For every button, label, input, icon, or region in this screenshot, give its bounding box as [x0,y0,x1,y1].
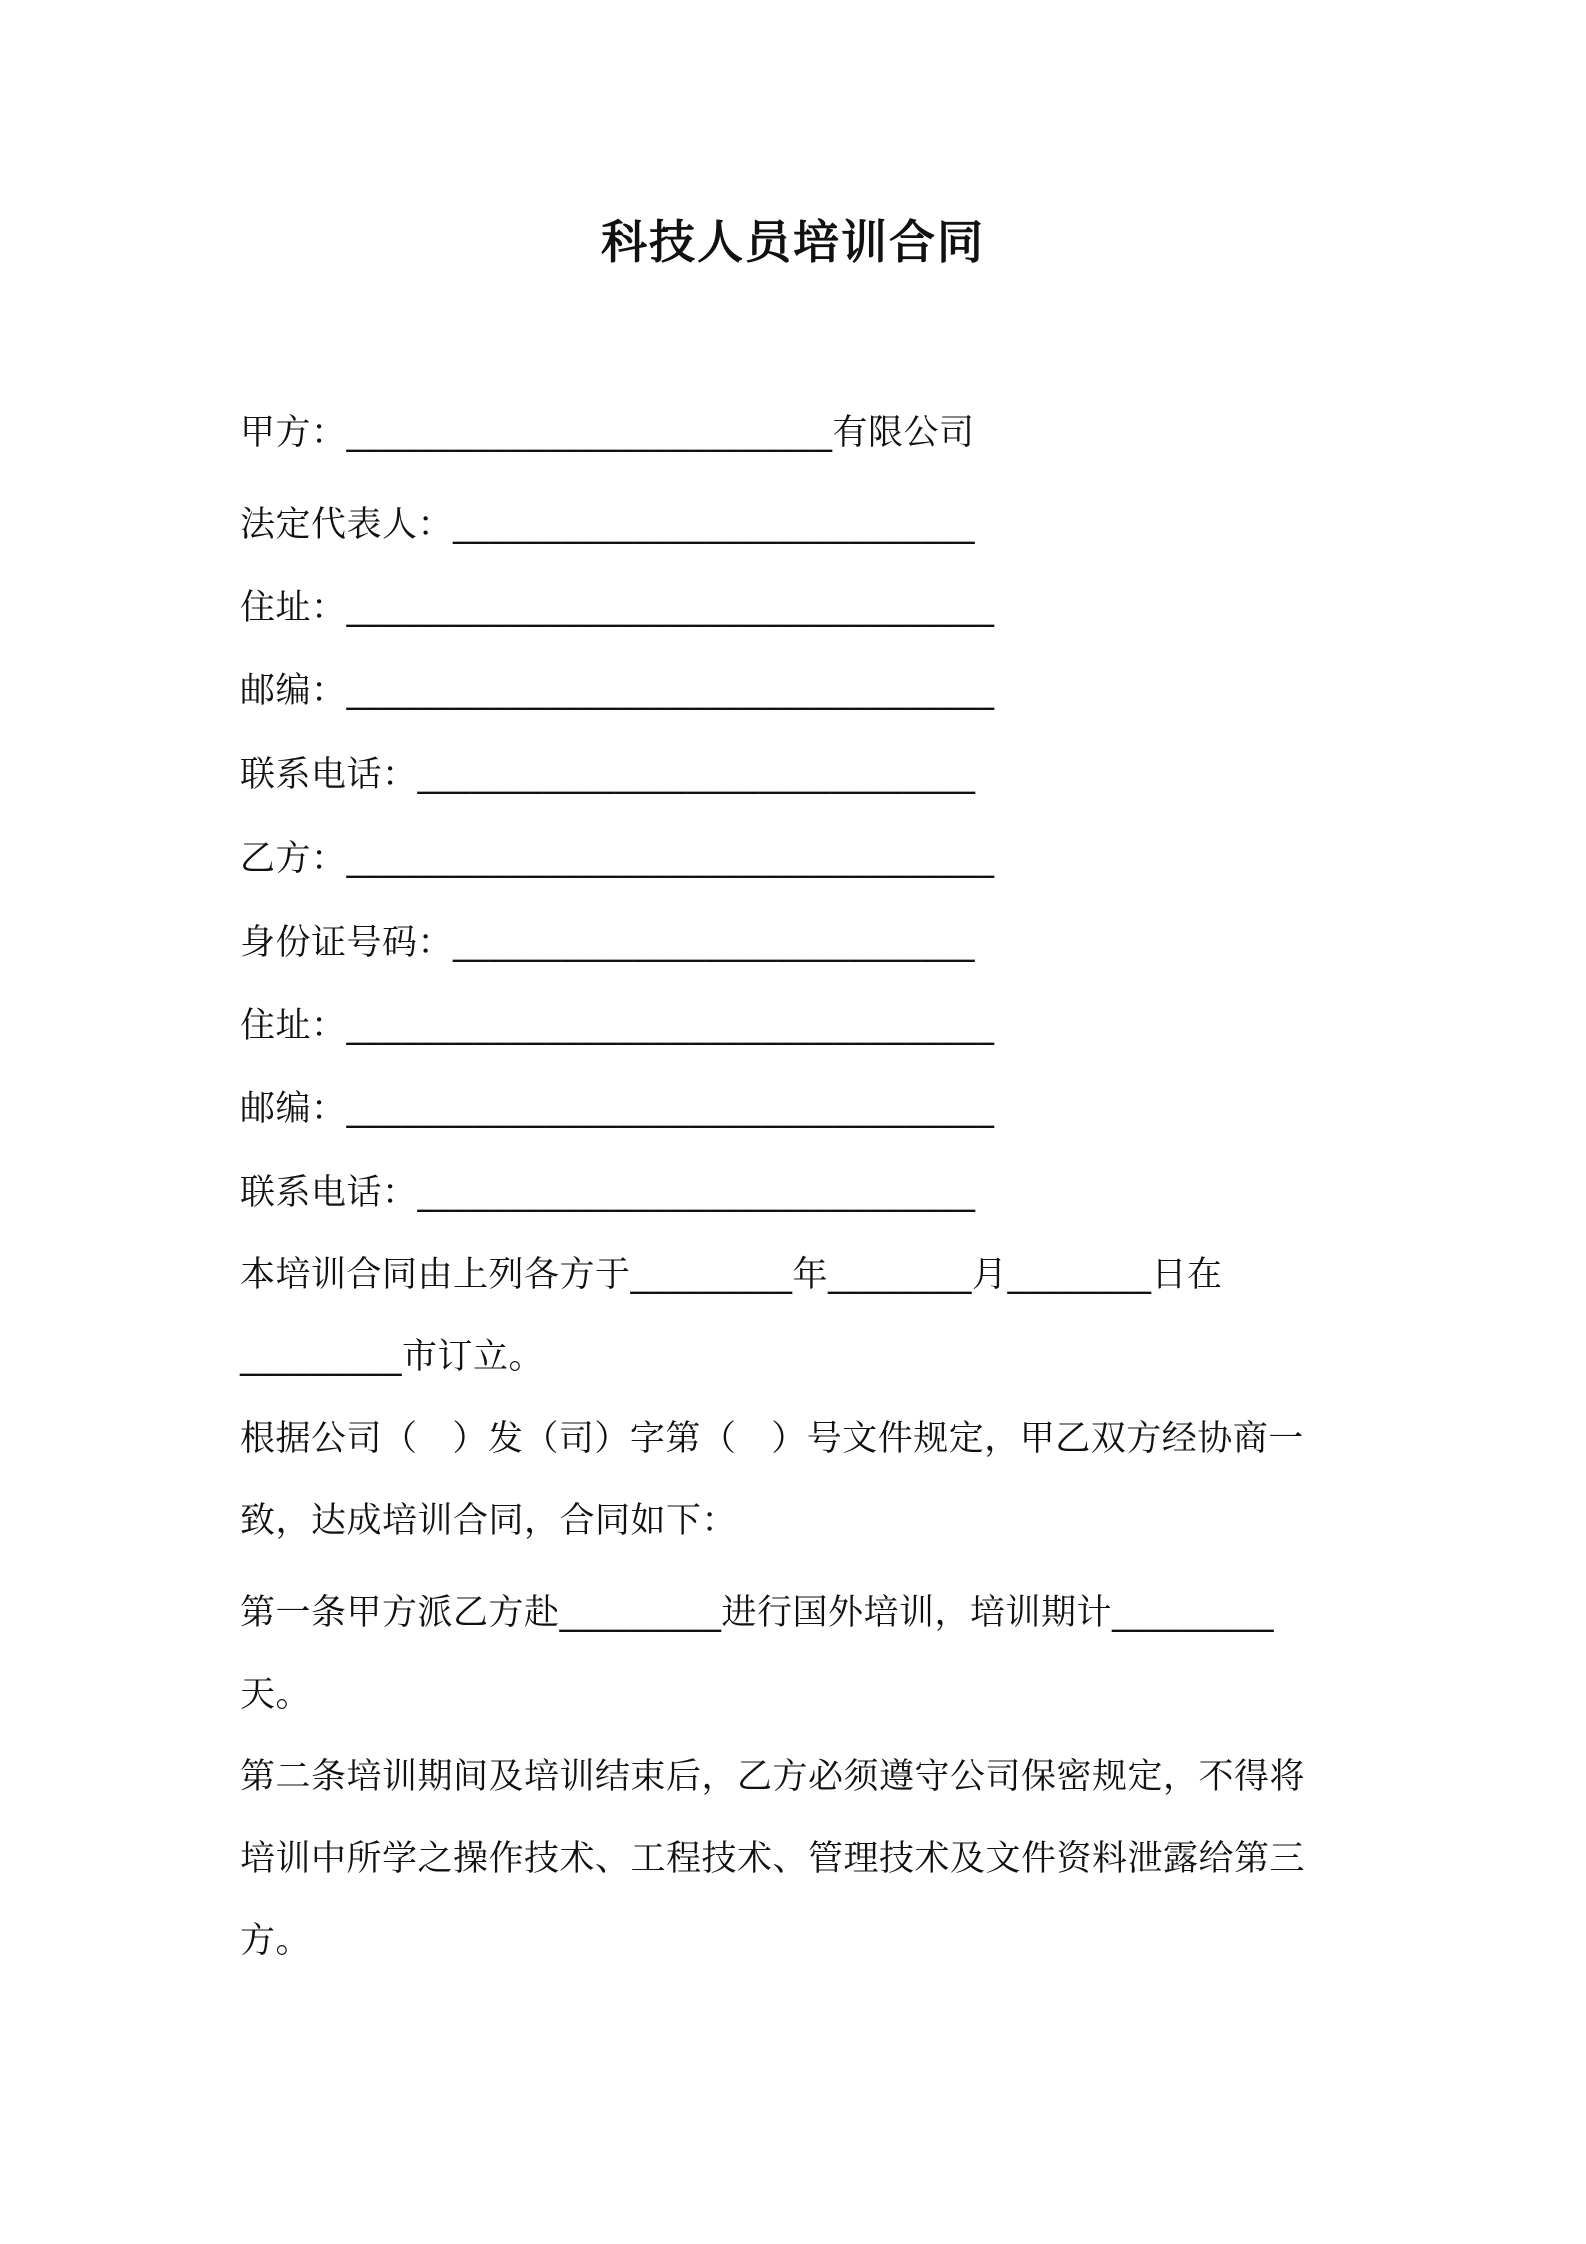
party-b-id-number-line: 身份证号码：_____________________________ [240,923,976,963]
signing-date-line: 本培训合同由上列各方于_________年________月________日在 [240,1255,1223,1295]
document-title: 科技人员培训合同 [601,215,985,269]
article-one-line-1: 第一条甲方派乙方赴_________进行国外培训，培训期计_________ [240,1593,1275,1633]
party-b-phone-line: 联系电话：_______________________________ [240,1173,976,1213]
basis-paragraph-line-1: 根据公司（ ）发（司）字第（ ）号文件规定，甲乙双方经协商一 [240,1419,1304,1459]
party-a-company-line: 甲方：___________________________有限公司 [240,413,975,453]
party-a-address-line: 住址：____________________________________ [240,588,995,628]
article-two-line-1: 第二条培训期间及培训结束后，乙方必须遵守公司保密规定，不得将 [240,1757,1306,1797]
signing-city-line: _________市订立。 [240,1337,545,1377]
party-b-address-line: 住址：____________________________________ [240,1006,995,1046]
party-b-name-line: 乙方：____________________________________ [240,839,995,879]
article-two-line-3: 方。 [240,1921,312,1961]
legal-representative-line: 法定代表人：_____________________________ [240,505,976,545]
basis-paragraph-line-2: 致，达成培训合同，合同如下： [240,1501,738,1541]
party-a-phone-line: 联系电话：_______________________________ [240,755,976,795]
article-one-line-2: 天。 [240,1675,312,1715]
party-a-postcode-line: 邮编：____________________________________ [240,671,995,711]
article-two-line-2: 培训中所学之操作技术、工程技术、管理技术及文件资料泄露给第三 [240,1839,1306,1879]
party-b-postcode-line: 邮编：____________________________________ [240,1089,995,1129]
